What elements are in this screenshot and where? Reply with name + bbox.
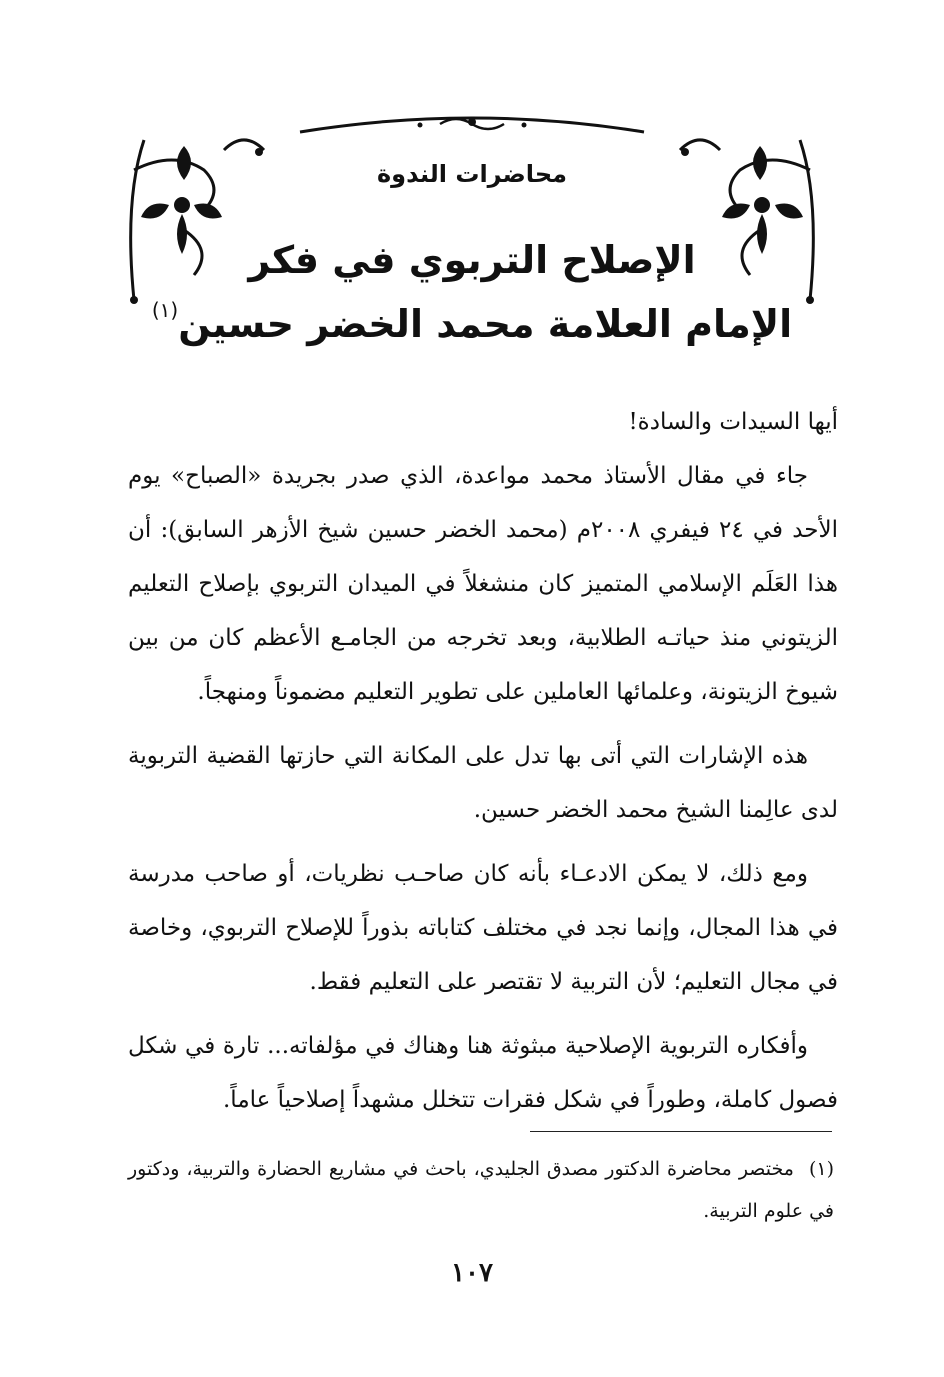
- greeting: أيها السيدات والسادة!: [628, 409, 838, 435]
- footnote-divider: [530, 1131, 832, 1132]
- title-line-2-text: الإمام العلامة محمد الخضر حسين: [178, 302, 793, 346]
- title-footnote-ref: (١): [151, 298, 179, 322]
- paragraph-4: وأفكاره التربوية الإصلاحية مبثوثة هنا وهناك في مؤلفاته... تارة في شكل فصول كاملة، وطوراً في شكل فقرات تتخلل مشهداً إصلاحياً عاماً.: [128, 1033, 838, 1113]
- page-number: ١٠٧: [451, 1258, 493, 1288]
- title-line-2: [150, 298, 794, 346]
- paragraph-2: هذه الإشارات التي أتى بها تدل على المكانة التي حازتها القضية التربوية لدى عالِمنا الشيخ محمد الخضر حسين.: [128, 743, 838, 823]
- footnote-text: مختصر محاضرة الدكتور مصدق الجليدي، باحث في مشاريع الحضارة والتربية، ودكتور في علوم التربية.: [128, 1158, 834, 1222]
- article-body: [128, 395, 838, 1137]
- paragraph-1: جاء في مقال الأستاذ محمد مواعدة، الذي صدر بجريدة «الصباح» يوم الأحد في ٢٤ فيفري ٢٠٠٨م (محمد الخضر حسين شيخ الأزهر السابق): أن هذا العَلَم الإسلامي المتميز كان منشغلاً في الميدان التربوي بإصلاح التعليم الزيتوني منذ حياتـه الطلابية، وبعد تخرجه من الجامـع الأعظم كان من بين شيوخ الزيتونة، وعلمائها العاملين على تطوير التعليم مضموناً ومنهجاً.: [128, 463, 838, 705]
- paragraph-3: ومع ذلك، لا يمكن الادعـاء بأنه كان صاحـب نظريات، أو صاحب مدرسة في هذا المجال، وإنما نجد في مختلف كتاباته بذوراً للإصلاح التربوي، وخاصة في مجال التعليم؛ لأن التربية لا تقتصر على التعليم فقط.: [128, 861, 838, 995]
- footnote-number: (١): [808, 1158, 834, 1180]
- series-heading: محاضرات الندوة: [377, 160, 567, 188]
- footnote: [128, 1148, 834, 1232]
- title-line-1: الإصلاح التربوي في فكر: [248, 238, 696, 282]
